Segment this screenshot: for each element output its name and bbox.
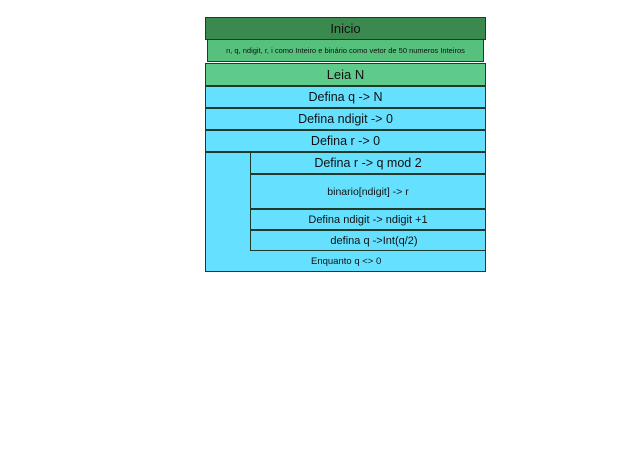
step-block bbox=[205, 86, 486, 108]
read-text: Leia N bbox=[326, 67, 365, 82]
declaration-text: n, q, ndigit, r, i como Inteiro e binário como vetor de 50 numeros Inteiros bbox=[226, 46, 465, 55]
step-text: Defina ndigit -> 0 bbox=[298, 112, 393, 126]
read-block bbox=[205, 63, 486, 86]
declaration-block bbox=[207, 40, 484, 62]
loop-step-text: defina q ->Int(q/2) bbox=[330, 234, 418, 247]
loop-step-text: Defina ndigit -> ndigit +1 bbox=[308, 213, 428, 226]
loop-step-text: Defina r -> q mod 2 bbox=[314, 156, 422, 170]
loop-body-step bbox=[250, 230, 486, 251]
loop-body-step bbox=[250, 209, 486, 230]
start-label: Inicio bbox=[330, 21, 361, 36]
step-block bbox=[205, 108, 486, 130]
step-block bbox=[205, 130, 486, 152]
loop-step-text: binario[ndigit] -> r bbox=[327, 185, 409, 198]
loop-body-step bbox=[250, 152, 486, 174]
loop-condition-text: Enquanto q <> 0 bbox=[311, 255, 382, 267]
step-text: Defina r -> 0 bbox=[310, 134, 381, 148]
start-block bbox=[205, 17, 486, 40]
loop-condition bbox=[205, 251, 486, 272]
loop-body-step bbox=[250, 174, 486, 209]
step-text: Defina q -> N bbox=[308, 90, 383, 104]
